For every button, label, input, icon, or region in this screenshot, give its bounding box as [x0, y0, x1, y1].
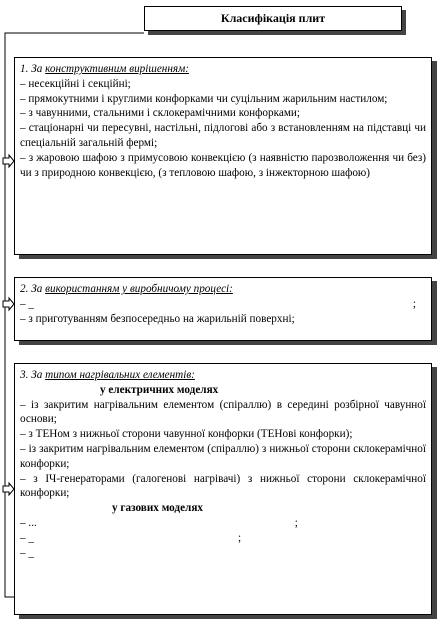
group-1-item: – з жаровою шафою з примусовою конвекцією (з наявністю парозволоження чи без) чи з природною конвекцією, (з тепловою шафою, з інжекторною шафою): [20, 151, 426, 179]
group-3-item: – із закритим нагрівальним елементом (спіраллю) в середині розбірної чавунної основи;: [20, 398, 426, 426]
group-2-item: – з приготуванням безпосередньо на жарильній поверхні;: [20, 312, 295, 325]
group-1-item: – стаціонарні чи пересувні, настільні, підлогові або з встановленням на підставці чи спеціальній загальній фермі;: [20, 122, 426, 149]
group-3-subheading-gas: у газових моделях: [112, 502, 203, 515]
group-2-box: [14, 277, 432, 341]
group-1-heading: 1. За конструктивним вирішенням:: [20, 63, 189, 75]
group-3-subheading-electric: у електричних моделях: [100, 383, 219, 396]
group-3-item: – із закритим нагрівальним елементом (спіраллю) з нижньої сторони склокерамічної конфорки;: [20, 442, 426, 470]
group-3-item: – _ ;: [20, 531, 242, 544]
group-3-box: [14, 363, 432, 615]
group-1-box: [14, 57, 432, 255]
group-2-item: – _ ;: [20, 297, 416, 310]
group-1-item: – несекційні і секційні;: [20, 77, 131, 90]
group-3-item: – з ТЕНом з нижньої сторони чавунної конфорки (ТЕНові конфорки);: [20, 428, 353, 441]
group-3-heading: 3. За типом нагрівальних елементів:: [20, 369, 195, 381]
group-3-item: – ... ;: [20, 516, 298, 529]
group-3-item: – з ІЧ-генераторами (галогенові нагрівачі) з нижньої сторони склокерамічної конфорки;: [20, 472, 426, 500]
group-2-heading: 2. За використанням у виробничому процесі:: [20, 283, 233, 295]
group-1-item: – прямокутними і круглими конфорками чи суцільним жарильним настилом;: [20, 92, 388, 105]
diagram-title: Класифікація плит: [144, 6, 402, 31]
group-1-item: – з чавунними, стальними і склокерамічними конфорками;: [20, 107, 300, 120]
group-3-item: – _: [20, 546, 34, 559]
